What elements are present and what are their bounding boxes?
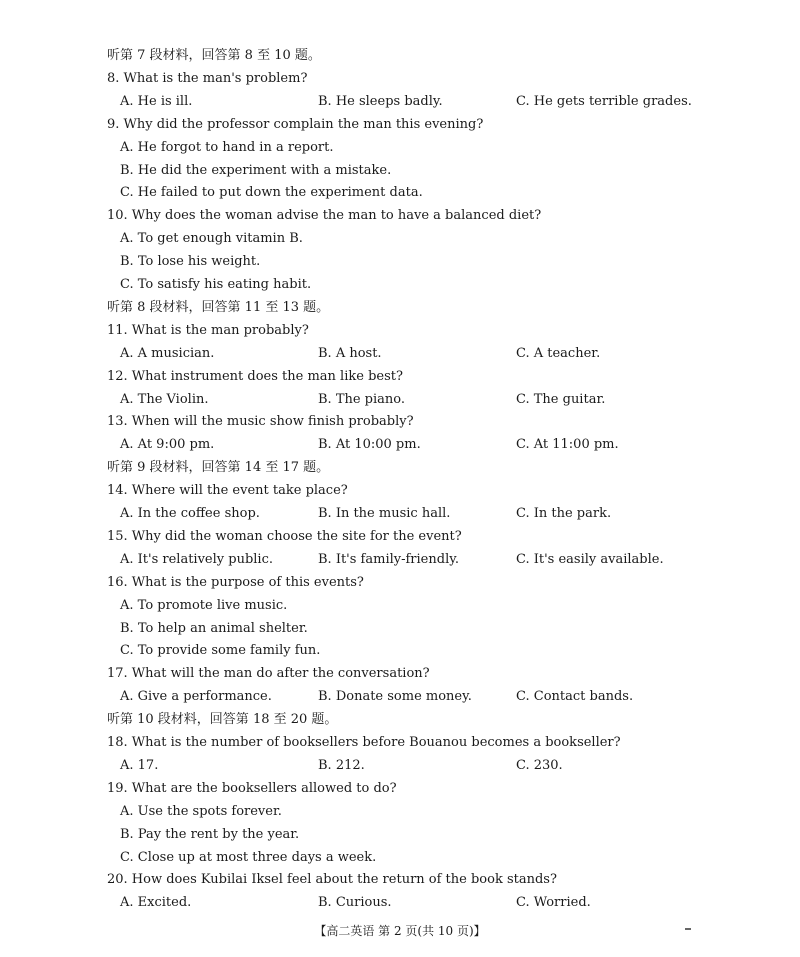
answer-option: B. At 10:00 pm. (318, 437, 421, 453)
answer-option: C. Close up at most three days a week. (120, 849, 377, 865)
options-row (0, 687, 800, 707)
answer-option: A. At 9:00 pm. (120, 437, 215, 453)
answer-option: A. To promote live music. (120, 597, 288, 613)
answer-option: C. To provide some family fun. (120, 643, 321, 659)
question-stem: 13. When will the music show finish probably? (107, 414, 414, 430)
answer-option: B. He did the experiment with a mistake. (120, 162, 392, 178)
answer-option: B. It's family-friendly. (318, 551, 459, 567)
question-stem: 15. Why did the woman choose the site for the event? (107, 528, 462, 544)
options-row (0, 756, 800, 776)
options-row (0, 550, 800, 570)
question-stem: 11. What is the man probably? (107, 322, 309, 338)
answer-option: A. Use the spots forever. (120, 803, 282, 819)
answer-option: B. Curious. (318, 895, 392, 911)
section-header: 听第 8 段材料，回答第 11 至 13 题。 (107, 299, 330, 315)
options-row (0, 92, 800, 112)
answer-option: C. Worried. (516, 895, 591, 911)
answer-option: B. The piano. (318, 391, 406, 407)
question-stem: 12. What instrument does the man like best? (107, 368, 403, 384)
answer-option: B. Donate some money. (318, 689, 472, 705)
question-stem: 18. What is the number of booksellers before Bouanou becomes a bookseller? (107, 735, 621, 750)
question-stem: 16. What is the purpose of this events? (107, 574, 364, 590)
options-row (0, 390, 800, 410)
section-header: 听第 10 段材料，回答第 18 至 20 题。 (107, 712, 338, 728)
question-stem: 20. How does Kubilai Iksel feel about the return of the book stands? (107, 872, 557, 888)
answer-option: B. To help an animal shelter. (120, 620, 308, 636)
answer-option: C. 230. (516, 757, 563, 773)
options-row (0, 344, 800, 364)
answer-option: C. In the park. (516, 506, 612, 521)
answer-option: A. The Violin. (120, 391, 209, 407)
page-footer: 【高二英语 第 2 页(共 10 页)】 (314, 924, 486, 938)
question-stem: 8. What is the man's problem? (107, 70, 308, 86)
section-header: 听第 7 段材料，回答第 8 至 10 题。 (107, 48, 321, 63)
question-stem: 10. Why does the woman advise the man to have a balanced diet? (107, 208, 542, 224)
question-stem: 17. What will the man do after the conversation? (107, 666, 430, 682)
options-row (0, 435, 800, 455)
answer-option: B. Pay the rent by the year. (120, 826, 300, 842)
answer-option: B. A host. (318, 345, 382, 361)
answer-option: A. He is ill. (120, 93, 193, 109)
scan-mark (685, 928, 691, 930)
answer-option: C. The guitar. (516, 391, 606, 407)
answer-option: B. 212. (318, 757, 365, 773)
answer-option: B. To lose his weight. (120, 254, 261, 270)
answer-option: A. A musician. (120, 345, 215, 361)
answer-option: A. In the coffee shop. (120, 506, 260, 521)
answer-option: A. 17. (120, 757, 159, 773)
answer-option: C. At 11:00 pm. (516, 437, 619, 453)
answer-option: A. It's relatively public. (120, 551, 274, 567)
answer-option: C. To satisfy his eating habit. (120, 277, 312, 292)
answer-option: C. It's easily available. (516, 551, 664, 567)
answer-option: C. Contact bands. (516, 689, 634, 705)
answer-option: B. He sleeps badly. (318, 93, 443, 109)
answer-option: A. Give a performance. (120, 689, 272, 705)
answer-option: A. To get enough vitamin B. (120, 231, 303, 247)
section-header: 听第 9 段材料，回答第 14 至 17 题。 (107, 460, 330, 476)
options-row (0, 893, 800, 913)
question-stem: 14. Where will the event take place? (107, 483, 348, 499)
answer-option: C. He failed to put down the experiment data. (120, 185, 423, 201)
answer-option: C. He gets terrible grades. (516, 93, 692, 109)
answer-option: B. In the music hall. (318, 506, 451, 521)
answer-option: A. Excited. (120, 895, 192, 911)
answer-option: A. He forgot to hand in a report. (120, 139, 334, 155)
question-stem: 19. What are the booksellers allowed to do? (107, 780, 397, 796)
answer-option: C. A teacher. (516, 345, 601, 361)
question-stem: 9. Why did the professor complain the man this evening? (107, 116, 484, 132)
options-row (0, 504, 800, 524)
